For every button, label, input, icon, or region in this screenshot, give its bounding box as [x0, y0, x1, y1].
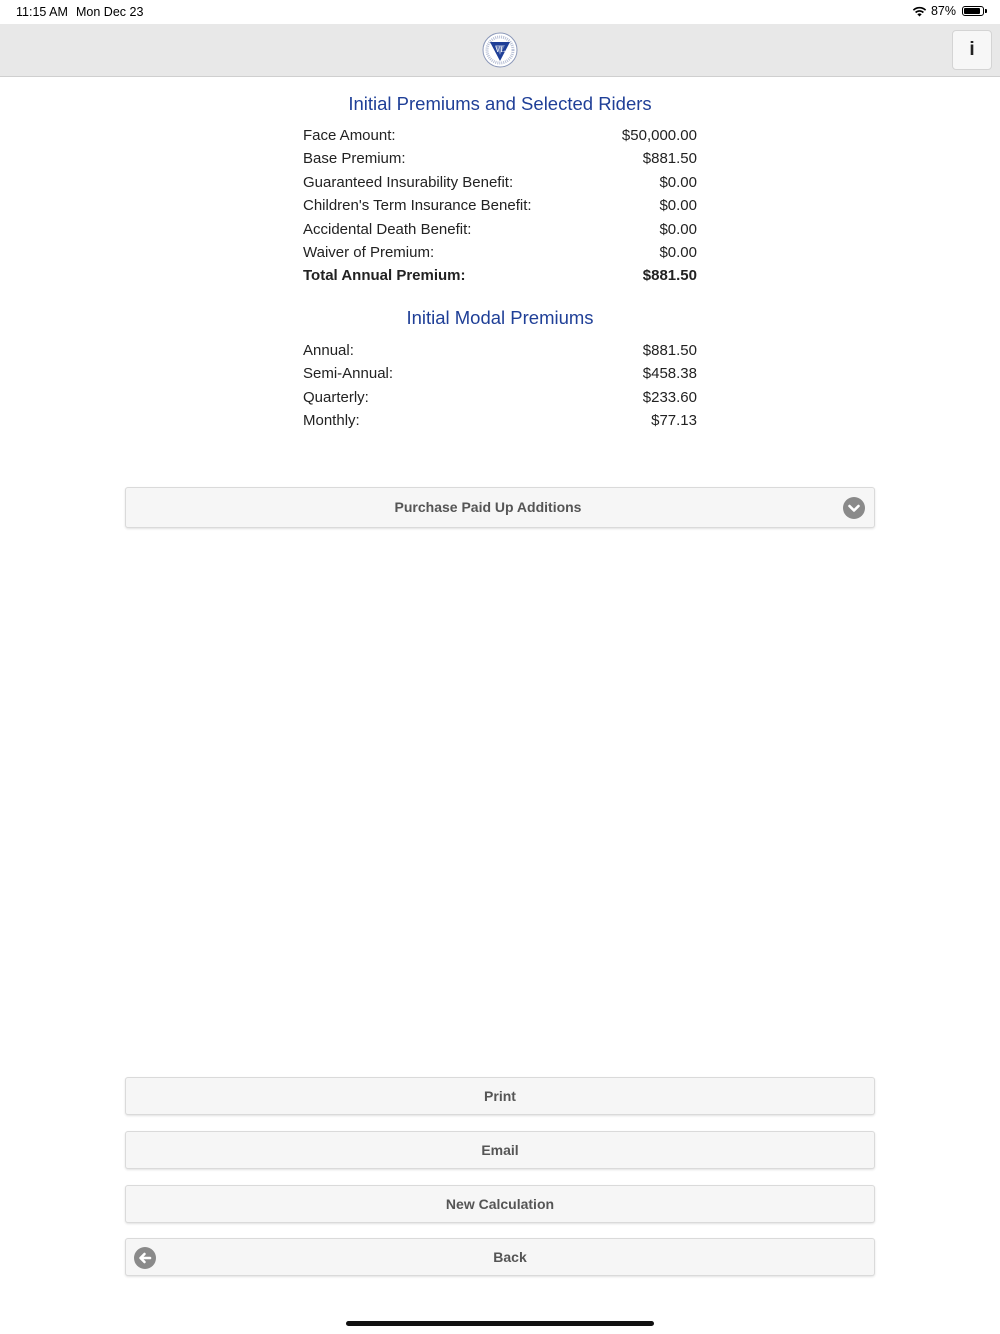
row-value: $233.60: [642, 388, 697, 406]
row-label: Accidental Death Benefit:: [303, 220, 472, 238]
battery-level: [964, 8, 980, 14]
paid-up-additions-label: Purchase Paid Up Additions: [394, 499, 582, 515]
new-calculation-button[interactable]: New Calculation: [125, 1185, 875, 1223]
email-button[interactable]: Email: [125, 1131, 875, 1169]
premium-row-accidental-death: [303, 218, 697, 241]
modal-row-semi-annual: [303, 362, 697, 385]
row-value: $458.38: [642, 365, 697, 383]
premium-row-total-annual: [303, 264, 697, 287]
row-value: $50,000.00: [621, 127, 697, 144]
premiums-title: Initial Premiums and Selected Riders: [348, 93, 652, 114]
info-button[interactable]: i: [952, 30, 992, 70]
chevron-down-icon: [843, 497, 865, 519]
status-time: 11:15 AM: [16, 5, 68, 19]
wifi-icon: [912, 6, 927, 17]
modal-row-annual: [303, 339, 697, 362]
battery-icon: [962, 6, 984, 16]
premium-row-waiver-of-premium: [303, 241, 697, 264]
row-label: Children's Term Insurance Benefit:: [303, 197, 532, 215]
premium-row-guaranteed-insurability: [303, 171, 697, 194]
status-bar: [0, 0, 1000, 24]
modal-row-monthly: [303, 409, 697, 432]
row-label: Semi-Annual:: [303, 365, 394, 383]
row-label: Total Annual Premium:: [303, 267, 466, 285]
premium-row-face-amount: [303, 124, 697, 147]
back-button[interactable]: [125, 1238, 875, 1276]
row-value: $881.50: [642, 150, 697, 168]
purchase-paid-up-additions-toggle[interactable]: [125, 487, 875, 528]
battery-percent: 87%: [930, 4, 956, 18]
modal-premiums-list: [303, 339, 697, 433]
svg-text:VL: VL: [495, 46, 505, 54]
company-seal-logo: [482, 32, 518, 68]
row-label: Quarterly:: [303, 388, 369, 406]
status-indicators: [912, 4, 984, 18]
premium-row-childrens-term: [303, 194, 697, 217]
row-value: $0.00: [659, 197, 697, 215]
row-value: $0.00: [659, 243, 697, 261]
row-label: Face Amount:: [303, 127, 396, 144]
modal-premiums-title: Initial Modal Premiums: [406, 307, 594, 328]
arrow-left-icon: [134, 1247, 156, 1269]
row-value: $881.50: [642, 267, 697, 285]
row-value: $881.50: [642, 342, 697, 359]
home-indicator[interactable]: [346, 1321, 654, 1326]
row-label: Guaranteed Insurability Benefit:: [303, 173, 514, 191]
row-label: Monthly:: [303, 412, 360, 430]
modal-row-quarterly: [303, 386, 697, 409]
app-header: [0, 24, 1000, 77]
row-value: $0.00: [659, 173, 697, 191]
row-value: $0.00: [659, 220, 697, 238]
print-button[interactable]: Print: [125, 1077, 875, 1115]
premium-row-base-premium: [303, 147, 697, 170]
row-label: Base Premium:: [303, 150, 406, 168]
premiums-list: [303, 124, 697, 288]
status-date: Mon Dec 23: [76, 5, 144, 19]
row-label: Waiver of Premium:: [303, 243, 435, 261]
row-label: Annual:: [303, 342, 354, 359]
row-value: $77.13: [651, 412, 697, 430]
back-label: Back: [493, 1249, 527, 1265]
